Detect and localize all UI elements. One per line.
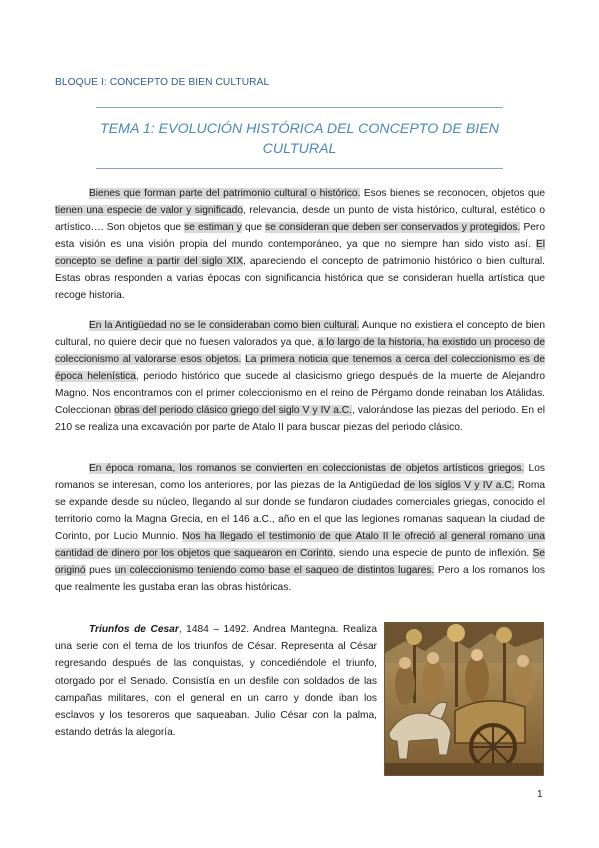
highlighted-text: obras del periodo clásico griego del siglo V y IV a.C. — [114, 405, 352, 416]
highlighted-text: de los siglos V y IV a.C. — [403, 480, 515, 491]
body-text: Pero a los romanos los que realmente les gustaba eran las obras históricas. — [55, 565, 545, 593]
section-header: BLOQUE I: CONCEPTO DE BIEN CULTURAL — [55, 77, 270, 88]
artwork-description: , 1484 – 1492. Andrea Mantegna. Realiza una serie con el tema de los triunfos de César. Representa al César regresando después de las conquistas, y concediéndole el triunfo, otorgado por el Senado. Consistía en un desfile con soldados de las campañas militares, con el general en un carro y donde iban los esclavos y los tesoreros que saqueaban. Julio César con la palma, estando detrás la alegoría. — [55, 624, 377, 739]
body-text: Pero esta visión es una visión propia del mundo contemporáneo, ya que no siempre han sido visto así. — [55, 222, 545, 250]
highlighted-text: En época romana, los romanos se convierten en coleccionistas de objetos artísticos griegos. — [89, 463, 525, 474]
highlighted-text: se estiman y — [184, 222, 242, 233]
page-title: TEMA 1: EVOLUCIÓN HISTÓRICA DEL CONCEPTO DE BIEN CULTURAL — [100, 121, 499, 157]
highlighted-text: Bienes que forman parte del patrimonio cultural o histórico. — [89, 188, 361, 199]
painting-caption — [55, 621, 377, 741]
highlighted-text: La primera noticia que tenemos a cerca del coleccionismo es de época helenística — [55, 354, 545, 382]
body-text: Esos bienes se reconocen, objetos que — [360, 188, 545, 199]
highlighted-text: Se originó — [55, 548, 545, 576]
artwork-title: Triunfos de Cesar — [89, 624, 179, 635]
title-rule-bottom — [96, 168, 503, 169]
highlighted-text: a lo largo de la historia, ha existido un proceso de coleccionismo al valorarse esos objetos. — [55, 337, 545, 365]
body-text: , relevancia, desde un punto de vista histórico, cultural, estético o artístico…. Son objetos que — [55, 205, 545, 233]
title-rule-top — [96, 107, 503, 108]
highlighted-text: tienen una especie de valor y significado — [55, 205, 244, 216]
body-text: , valorándose las piezas del periodo. En el 210 se realiza una excavación por parte de Atalo II para buscar piezas del periodo clásico. — [55, 405, 545, 433]
body-text: pues — [85, 565, 115, 576]
body-text: , siendo una especie de punto de inflexión. — [332, 548, 533, 559]
body-text: Roma se expande desde su núcleo, llegando al sur donde se fundaron ciudades comerciales griegas, conocido el territorio como la Magna Grecia, en el 146 a.C., año en el que las legiones romanas saquean la ciudad de Corinto, por Lucio Munnio. — [55, 480, 545, 542]
page-number: 1 — [537, 789, 543, 800]
paragraph-antiguedad — [55, 317, 545, 436]
body-text: Los romanos se interesan, como los anteriores, por las piezas de la Antigüedad — [55, 463, 545, 491]
highlighted-text: Nos ha llegado el testimonio de que Atalo II le ofreció al general romano una cantidad de dinero por los objetos que saquearon en Corinto — [55, 531, 545, 559]
body-text: , apareciendo el concepto de patrimonio histórico o bien cultural. Estas obras responden a varias épocas con significancia histórica que se consideran huella artística que recoge historia. — [55, 256, 545, 301]
highlighted-text: se consideran que deben ser conservados y protegidos. — [265, 222, 521, 233]
paragraph-patrimonio — [55, 185, 545, 304]
highlighted-text: El concepto se define a partir del siglo XIX — [55, 239, 545, 267]
body-text: Aunque no existiera el concepto de bien cultural, no quiere decir que no fuesen valorados ya que, — [55, 320, 545, 348]
body-text: , periodo histórico que sucede al clasicismo griego después de la muerte de Alejandro Magno. Nos encontramos con el primer coleccionismo en el reino de Pérgamo donde reinaban los Atálidas. Coleccionan — [55, 371, 545, 416]
painting-triumphs-of-caesar-image — [384, 622, 544, 776]
paragraph-epoca-romana — [55, 460, 545, 596]
body-text: que — [241, 222, 266, 233]
highlighted-text: un coleccionismo teniendo como base el saqueo de distintos lugares. — [114, 565, 435, 576]
highlighted-text: En la Antigüedad no se le consideraban como bien cultural. — [89, 320, 360, 331]
